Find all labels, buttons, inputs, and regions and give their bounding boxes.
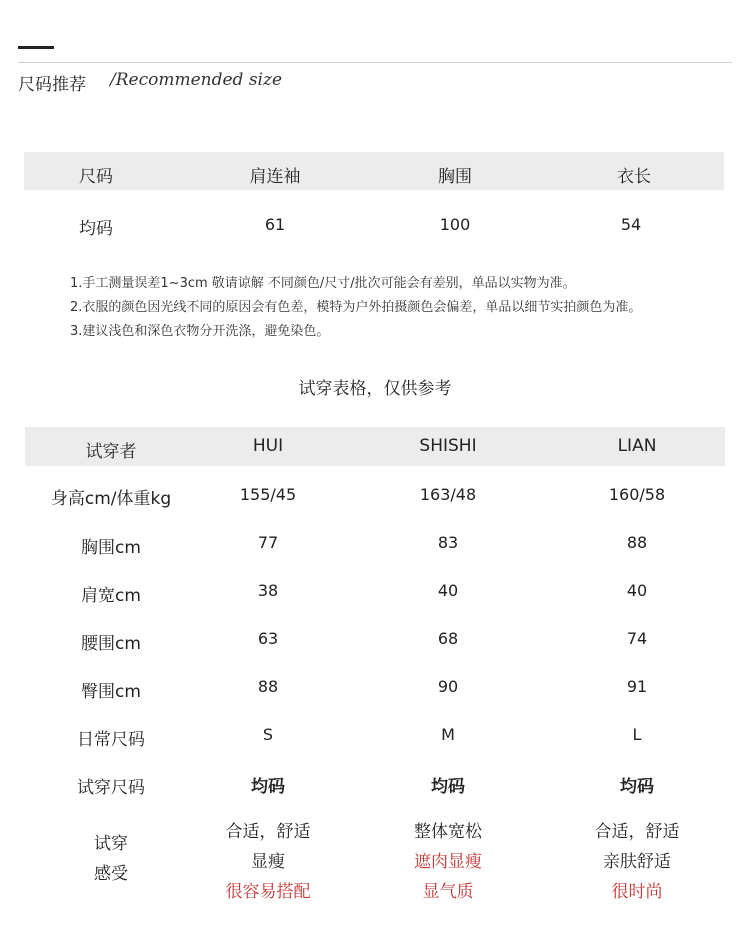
tryon-col-header: 试穿者: [85, 442, 137, 462]
tryon-cell: 90: [437, 677, 459, 696]
feeling-label: [41, 829, 181, 889]
size-cell: 均码: [79, 219, 113, 239]
tryon-cell: 38: [257, 581, 279, 600]
note-item: 1.手工测量误差1~3cm 敬请谅解 不同颜色/尺寸/批次可能会有差别，单品以实物为准。: [70, 276, 576, 291]
tryon-cell: M: [441, 725, 455, 744]
feeling-hui: [198, 817, 338, 907]
tryon-cell: 均码: [431, 777, 465, 797]
feeling-shishi: [378, 817, 518, 907]
section-title-en: /Recommended size: [110, 70, 283, 90]
feeling-line: 合适，舒适: [594, 822, 680, 842]
size-col-header: 肩连袖: [249, 167, 301, 187]
tryon-cell: 63: [257, 629, 279, 648]
tryon-col-header: SHISHI: [419, 436, 477, 456]
tryon-col-header: LIAN: [617, 436, 657, 456]
tryon-cell: 83: [437, 533, 459, 552]
note-item: 3.建议浅色和深色衣物分开洗涤，避免染色。: [70, 324, 330, 339]
section-title-cn: 尺码推荐: [18, 75, 86, 95]
note-item: 2.衣服的颜色因光线不同的原因会有色差，模特为户外拍摄颜色会偏差，单品以细节实拍颜色为准。: [70, 300, 642, 315]
tryon-row-label: 胸围cm: [81, 538, 141, 558]
tryon-row-label: 臀围cm: [81, 682, 141, 702]
feeling-label-line: 试穿: [94, 834, 128, 854]
tryon-cell: 68: [437, 629, 459, 648]
size-cell: 61: [264, 215, 286, 234]
feeling-line: 合适，舒适: [225, 822, 311, 842]
feeling-line: 亲肤舒适: [603, 852, 671, 872]
feeling-line: 显瘦: [251, 852, 285, 872]
tryon-row-label: 身高cm/体重kg: [50, 489, 172, 509]
tryon-cell: 40: [437, 581, 459, 600]
tryon-row-label: 肩宽cm: [81, 586, 141, 606]
tryon-title: 试穿表格，仅供参考: [298, 379, 452, 399]
tryon-row-label: 试穿尺码: [77, 778, 145, 798]
size-cell: 100: [439, 215, 471, 234]
tryon-row-label: 日常尺码: [77, 730, 145, 750]
feeling-line-highlight: 很容易搭配: [225, 882, 311, 902]
feeling-line-highlight: 遮肉显瘦: [414, 852, 482, 872]
feeling-label-line: 感受: [94, 864, 128, 884]
tryon-cell: 77: [257, 533, 279, 552]
tryon-col-header: HUI: [252, 436, 284, 456]
tryon-cell: 均码: [251, 777, 285, 797]
tryon-cell: 40: [626, 581, 648, 600]
feeling-line-highlight: 很时尚: [611, 882, 663, 902]
tryon-cell: 163/48: [419, 485, 477, 504]
size-cell: 54: [620, 215, 642, 234]
tryon-cell: S: [262, 725, 274, 744]
feeling-line-highlight: 显气质: [422, 882, 474, 902]
tryon-cell: L: [632, 725, 642, 744]
tryon-cell: 88: [257, 677, 279, 696]
notes-list: [70, 272, 641, 344]
tryon-row-label: 腰围cm: [81, 634, 141, 654]
size-col-header: 尺码: [79, 167, 113, 187]
tryon-cell: 88: [626, 533, 648, 552]
tryon-cell: 155/45: [239, 485, 297, 504]
feeling-lian: [567, 817, 707, 907]
tryon-cell: 160/58: [608, 485, 666, 504]
size-col-header: 衣长: [617, 167, 651, 187]
header-accent-bar: [18, 46, 54, 49]
tryon-cell: 91: [626, 677, 648, 696]
size-col-header: 胸围: [438, 167, 472, 187]
tryon-cell: 均码: [620, 777, 654, 797]
header-divider: [18, 62, 732, 63]
feeling-line: 整体宽松: [414, 822, 482, 842]
tryon-cell: 74: [626, 629, 648, 648]
